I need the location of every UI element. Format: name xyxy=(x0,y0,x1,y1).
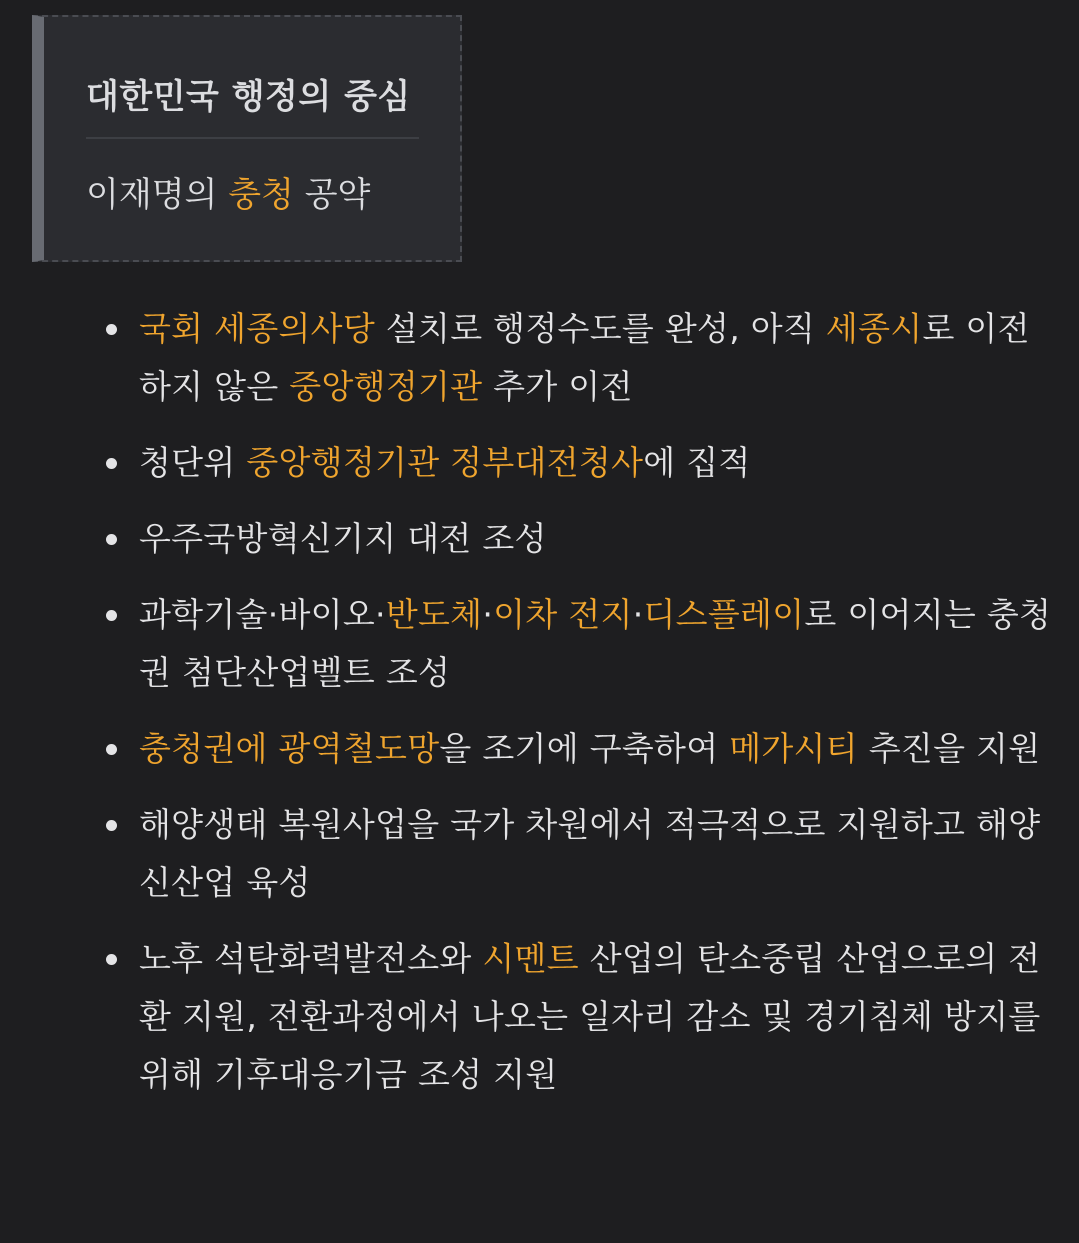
pledge-text: · xyxy=(482,595,494,634)
pledge-item xyxy=(104,930,1054,1104)
pledge-highlight: 충청권에 광역철도망 xyxy=(139,729,440,768)
pledge-text: 과학기술·바이오· xyxy=(139,595,386,634)
pledge-highlight: 시멘트 xyxy=(482,939,579,978)
pledge-highlight: 세종시 xyxy=(825,309,923,348)
bullet-icon xyxy=(106,744,117,755)
pledge-text: 해양생태 복원사업을 국가 차원에서 적극적으로 지원하고 해양신산업 육성 xyxy=(139,805,1041,902)
pledge-item xyxy=(104,300,1054,416)
bullet-icon xyxy=(106,458,117,469)
callout-subtitle xyxy=(86,167,370,216)
pledge-highlight: 이차 전지 xyxy=(493,595,633,634)
pledge-list xyxy=(104,300,1054,1122)
pledge-text: · xyxy=(632,595,644,634)
pledge-item xyxy=(104,796,1054,912)
pledge-item xyxy=(104,720,1054,778)
pledge-text: 노후 석탄화력발전소와 xyxy=(139,939,483,978)
pledge-text: 설치로 행정수도를 완성, 아직 xyxy=(375,309,826,348)
callout-subtitle-highlight: 충청 xyxy=(228,175,294,215)
pledge-text: 산업의 탄소중립 산업으로의 전환 지원, 전환과정에서 나오는 일자리 감소 및 경기침체 방지를 위해 기후대응기금 조성 지원 xyxy=(139,939,1041,1094)
pledge-text: 추가 이전 xyxy=(482,367,633,406)
bullet-icon xyxy=(106,324,117,335)
callout-divider xyxy=(86,137,419,139)
pledge-text: 을 조기에 구축하여 xyxy=(439,729,730,768)
bullet-icon xyxy=(106,610,117,621)
pledge-text: 에 집적 xyxy=(643,443,751,482)
pledge-item xyxy=(104,510,1054,568)
callout-box xyxy=(32,15,462,262)
pledge-highlight: 디스플레이 xyxy=(643,595,805,634)
pledge-text: 우주국방혁신기지 대전 조성 xyxy=(139,519,547,558)
pledge-item xyxy=(104,434,1054,492)
pledge-text: 추진을 지원 xyxy=(857,729,1041,768)
bullet-icon xyxy=(106,820,117,831)
pledge-text: 청단위 xyxy=(139,443,247,482)
pledge-highlight: 반도체 xyxy=(385,595,483,634)
callout-subtitle-text: 이재명의 xyxy=(86,175,229,215)
bullet-icon xyxy=(106,534,117,545)
pledge-item xyxy=(104,586,1054,702)
pledge-highlight: 중앙행정기관 xyxy=(289,367,483,406)
pledge-highlight: 중앙행정기관 정부대전청사 xyxy=(246,443,644,482)
pledge-highlight: 국회 세종의사당 xyxy=(139,309,376,348)
pledge-text: 로 이어지는 충청권 첨단산업벨트 조성 xyxy=(139,595,1052,692)
pledge-text: 로 이전하지 않은 xyxy=(139,309,1030,406)
callout-title: 대한민국 행정의 중심 xyxy=(86,77,411,117)
bullet-icon xyxy=(106,954,117,965)
pledge-highlight: 메가시티 xyxy=(729,729,858,768)
callout-subtitle-text: 공약 xyxy=(293,175,371,215)
